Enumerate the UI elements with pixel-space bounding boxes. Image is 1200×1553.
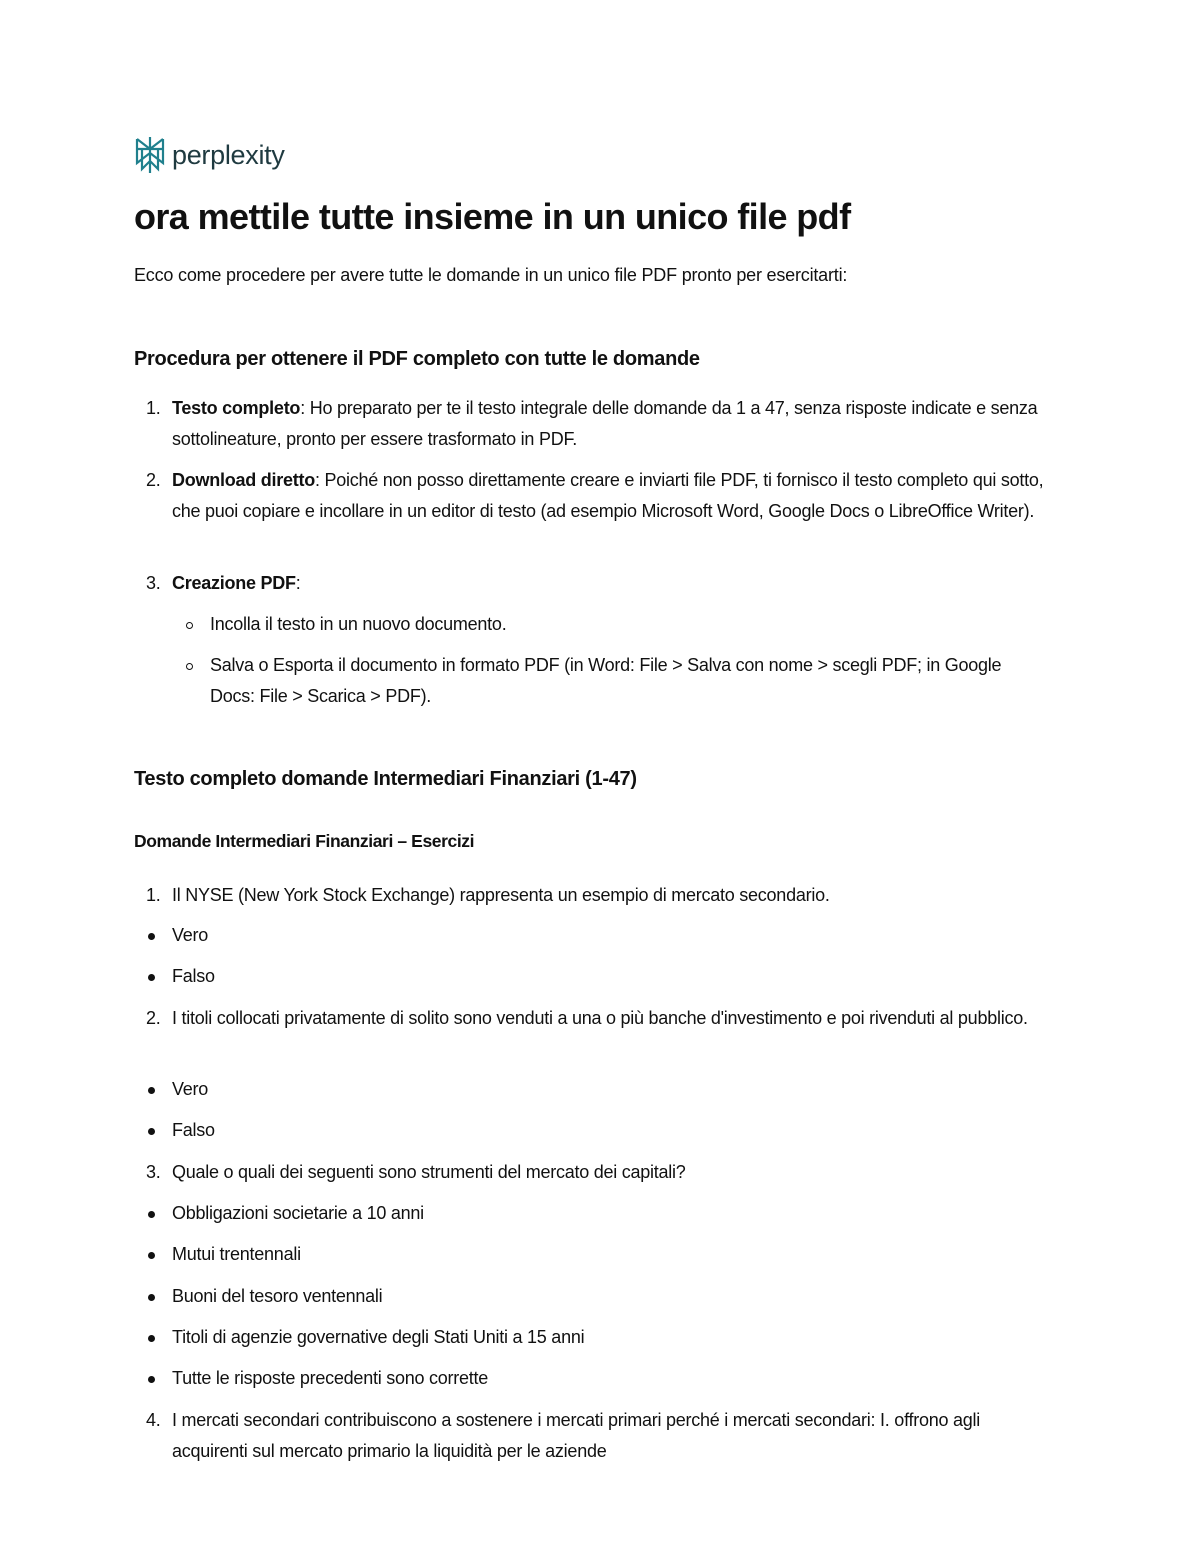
procedure-heading: Procedura per ottenere il PDF completo con tutte le domande [134, 348, 700, 370]
step-title: Download diretto [172, 470, 315, 490]
bullet-icon [148, 1087, 155, 1094]
question-number: 3. [146, 1162, 161, 1182]
option: Buoni del tesoro ventennali [148, 1281, 1043, 1312]
perplexity-logo-icon [134, 136, 166, 174]
step-text: : Ho preparato per te il testo integrale delle domande da 1 a 47, senza risposte indicate e senza sottolineature, pronto per essere trasformato in PDF. [172, 398, 1038, 449]
option: Falso [148, 961, 1043, 992]
procedure-step [134, 568, 1044, 599]
bullet-icon [148, 1211, 155, 1218]
step-number: 3. [146, 573, 161, 593]
option: Titoli di agenzie governative degli Stati Uniti a 15 anni [148, 1322, 1043, 1353]
option: Obbligazioni societarie a 10 anni [148, 1198, 1043, 1229]
question-text: Il NYSE (New York Stock Exchange) rappresenta un esempio di mercato secondario. [172, 885, 830, 905]
hollow-bullet-icon [186, 663, 193, 670]
bullet-icon [148, 1252, 155, 1259]
question-number: 4. [146, 1410, 161, 1430]
option: Falso [148, 1115, 1043, 1146]
option: Mutui trentennali [148, 1239, 1043, 1270]
full-text-subheading: Domande Intermediari Finanziari – Esercizi [134, 831, 475, 851]
bullet-icon [148, 974, 155, 981]
question [134, 1003, 1044, 1034]
intro-text: Ecco come procedere per avere tutte le domande in un unico file PDF pronto per esercitarti: [134, 265, 848, 285]
question [134, 1405, 1044, 1467]
full-text-heading: Testo completo domande Intermediari Finanziari (1-47) [134, 768, 637, 790]
question-text: Quale o quali dei seguenti sono strumenti del mercato dei capitali? [172, 1162, 686, 1182]
option: Tutte le risposte precedenti sono corrette [148, 1363, 1043, 1394]
sub-step: Incolla il testo in un nuovo documento. [186, 609, 1046, 640]
procedure-step [134, 465, 1044, 527]
bullet-icon [148, 933, 155, 940]
step-text: : Poiché non posso direttamente creare e inviarti file PDF, ti fornisco il testo completo qui sotto, che puoi copiare e incollare in un editor di testo (ad esempio Microsoft Word, Google Docs o LibreOffice Writer). [172, 470, 1044, 521]
question-text: I titoli collocati privatamente di solito sono venduti a una o più banche d'investimento e poi rivenduti al pubblico. [172, 1008, 1028, 1028]
question-text: I mercati secondari contribuiscono a sostenere i mercati primari perché i mercati secondari: I. offrono agli acquirenti sul mercato primario la liquidità per le aziende [172, 1410, 981, 1461]
bullet-icon [148, 1376, 155, 1383]
step-number: 2. [146, 470, 161, 490]
bullet-icon [148, 1294, 155, 1301]
question-number: 2. [146, 1008, 161, 1028]
question [134, 880, 1044, 911]
step-text: : [295, 573, 301, 593]
step-title: Creazione PDF [172, 573, 296, 593]
sub-step: Salva o Esporta il documento in formato PDF (in Word: File > Salva con nome > scegli PDF; in Google Docs: File > Scarica > PDF). [186, 650, 1046, 712]
page-title: ora mettile tutte insieme in un unico file pdf [134, 196, 851, 237]
step-title: Testo completo [172, 398, 301, 418]
option: Vero [148, 920, 1043, 951]
step-number: 1. [146, 398, 161, 418]
question [134, 1157, 1044, 1188]
option: Vero [148, 1074, 1043, 1105]
hollow-bullet-icon [186, 622, 193, 629]
perplexity-logo [134, 136, 285, 174]
bullet-icon [148, 1128, 155, 1135]
procedure-step [134, 393, 1044, 455]
bullet-icon [148, 1335, 155, 1342]
logo-text: perplexity [172, 139, 285, 170]
question-number: 1. [146, 885, 161, 905]
